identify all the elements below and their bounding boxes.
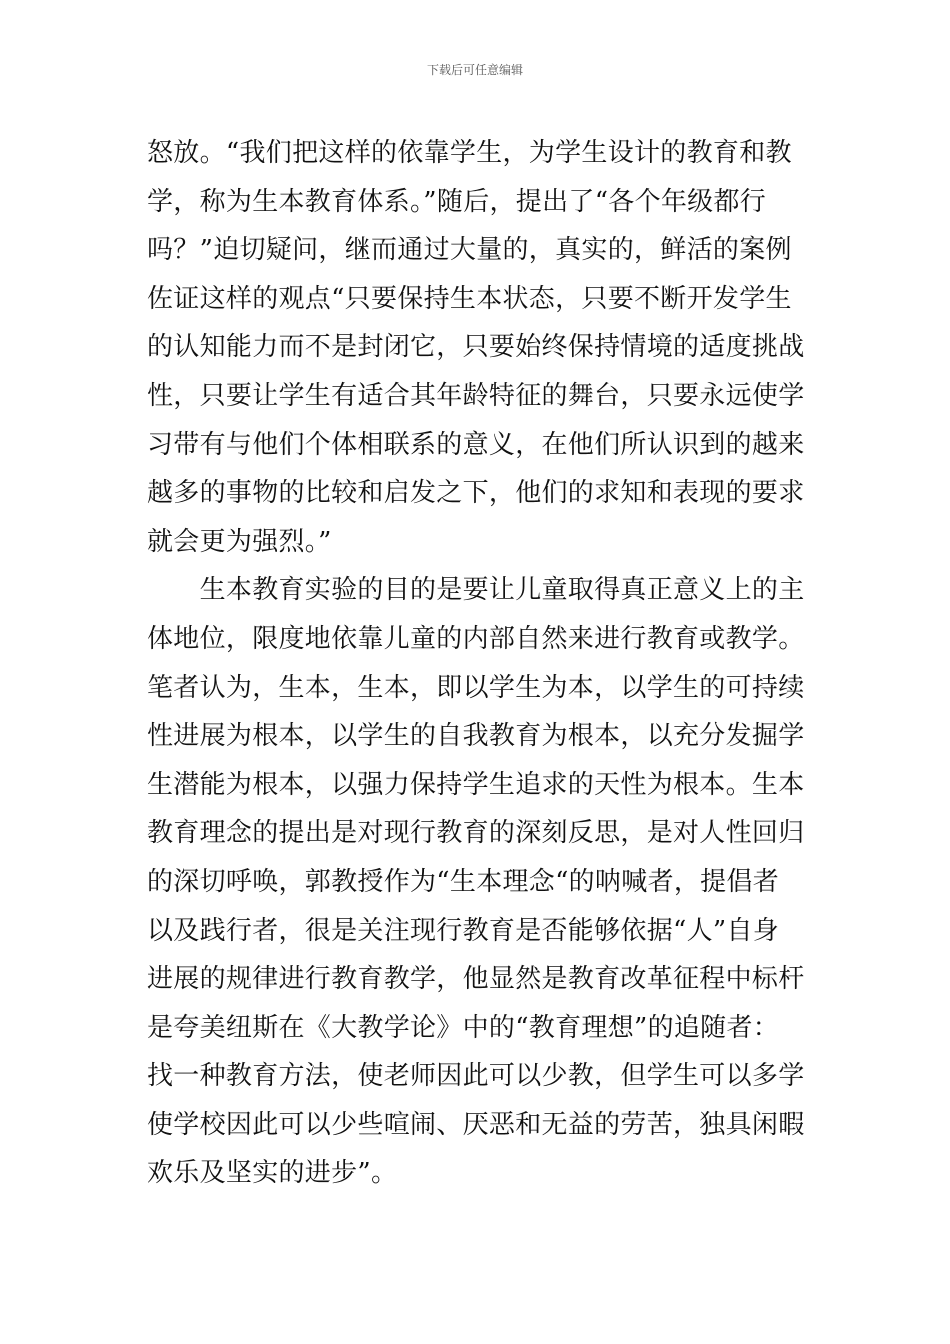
text-line: 笔者认为，生本，生本，即以学生为本，以学生的可持续 bbox=[147, 672, 805, 703]
text-line: 学，称为生本教育体系。”随后，提出了“各个年级都行 bbox=[147, 186, 767, 217]
text-line: 教育理念的提出是对现行教育的深刻反思，是对人性回归 bbox=[147, 818, 805, 849]
text-line: 习带有与他们个体相联系的意义，在他们所认识到的越来 bbox=[147, 429, 805, 460]
text-line: 是夸美纽斯在《大教学论》中的“教育理想”的追随者： bbox=[147, 1012, 780, 1043]
text-line: 性进展为根本，以学生的自我教育为根本，以充分发掘学 bbox=[147, 721, 805, 752]
text-line: 的深切呼唤，郭教授作为“生本理念“的呐喊者，提倡者 bbox=[147, 866, 780, 897]
text-line: 欢乐及坚实的进步”。 bbox=[147, 1158, 398, 1189]
body-text bbox=[147, 129, 811, 1198]
text-line: 生本教育实验的目的是要让儿童取得真正意义上的主 bbox=[147, 575, 805, 606]
text-line: 体地位，限度地依靠儿童的内部自然来进行教育或教学。 bbox=[147, 623, 805, 654]
text-line: 使学校因此可以少些喧闹、厌恶和无益的劳苦，独具闲暇 bbox=[147, 1109, 805, 1140]
text-line: 进展的规律进行教育教学，他显然是教育改革征程中标杆 bbox=[147, 964, 805, 995]
text-line: 怒放。“我们把这样的依靠学生，为学生设计的教育和教 bbox=[147, 138, 792, 168]
page-header: 下载后可任意编辑 bbox=[426, 63, 523, 77]
text-line: 生潜能为根本，以强力保持学生追求的天性为根本。生本 bbox=[147, 769, 805, 800]
text-line: 找一种教育方法，使老师因此可以少教，但学生可以多学 bbox=[147, 1061, 805, 1092]
text-line: 以及践行者，很是关注现行教育是否能够依据“人”自身 bbox=[147, 915, 780, 946]
text-line: 佐证这样的观点“只要保持生本状态，只要不断开发学生 bbox=[147, 283, 792, 314]
text-line: 性，只要让学生有适合其年龄特征的舞台，只要永远使学 bbox=[147, 380, 805, 411]
text-line: 的认知能力而不是封闭它，只要始终保持情境的适度挑战 bbox=[147, 332, 805, 363]
text-line: 就会更为强烈。” bbox=[147, 526, 332, 557]
text-line: 越多的事物的比较和启发之下，他们的求知和表现的要求 bbox=[147, 478, 805, 509]
text-line: 吗？”迫切疑问，继而通过大量的，真实的，鲜活的案例 bbox=[147, 235, 792, 266]
